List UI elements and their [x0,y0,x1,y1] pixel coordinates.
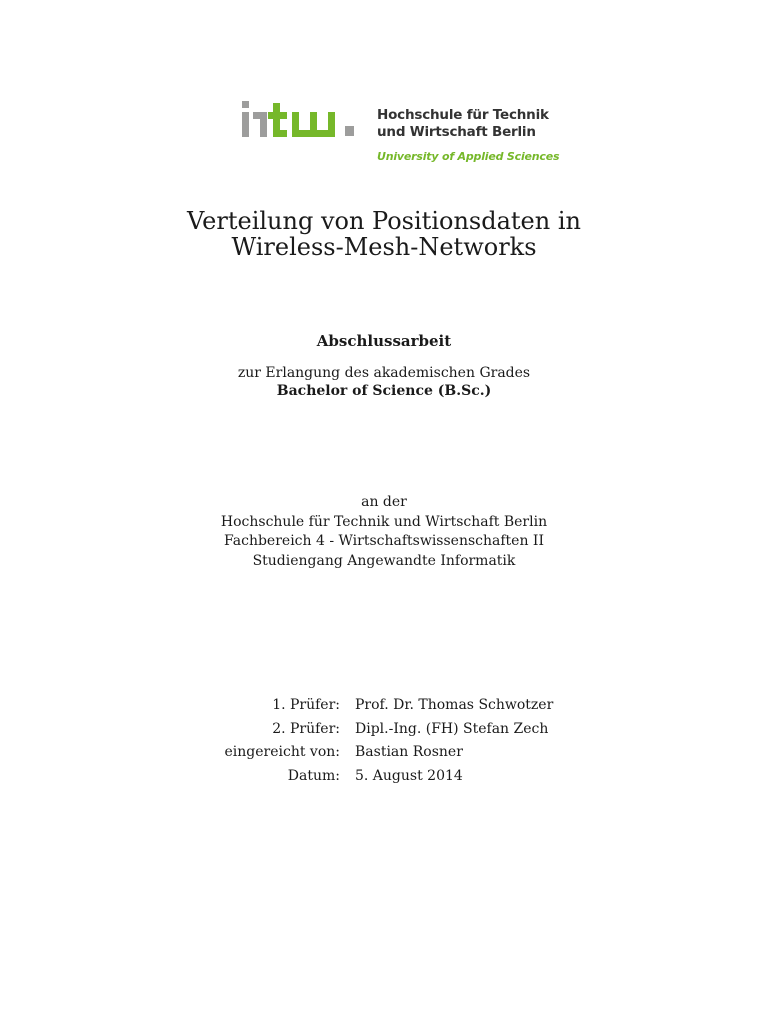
degree-line-2: Bachelor of Science (B.Sc.) [276,382,492,399]
logo-text [377,107,559,163]
thesis-type: Abschlussarbeit [316,332,452,350]
metadata-table [0,697,768,791]
metadata-value: Prof. Dr. Thomas Schwotzer [355,697,554,713]
institution-line-3: Fachbereich 4 - Wirtschaftswissenschaften II [224,533,544,549]
institution-line-1: an der [361,494,407,510]
document-title [0,208,768,260]
metadata-row [0,768,768,792]
metadata-row [0,744,768,768]
metadata-label: Datum: [287,767,340,784]
logo-subline: University of Applied Sciences [377,150,560,163]
institution-block [0,493,768,571]
institution-line-4: Studiengang Angewandte Informatik [252,552,516,569]
title-line-2: Wireless-Mesh-Networks [231,233,537,261]
metadata-row [0,721,768,745]
metadata-row [0,697,768,721]
institution-line-2: Hochschule für Technik und Wirtschaft Berlin [220,513,548,530]
metadata-value: Bastian Rosner [355,744,463,760]
degree-line-1: zur Erlangung des akademischen Grades [237,365,531,381]
metadata-label: 1. Prüfer: [272,697,340,713]
htw-logo [240,101,560,171]
metadata-label: 2. Prüfer: [272,720,340,737]
metadata-value: Dipl.-Ing. (FH) Stefan Zech [355,720,549,737]
title-line-1: Verteilung von Positionsdaten in [187,207,581,235]
metadata-label: eingereicht von: [224,744,340,760]
logo-line-2: und Wirtschaft Berlin [377,124,536,140]
degree-block [0,365,768,400]
metadata-value: 5. August 2014 [355,767,463,784]
logo-line-1: Hochschule für Technik [377,107,549,123]
htw-logo-mark-icon [240,101,370,141]
